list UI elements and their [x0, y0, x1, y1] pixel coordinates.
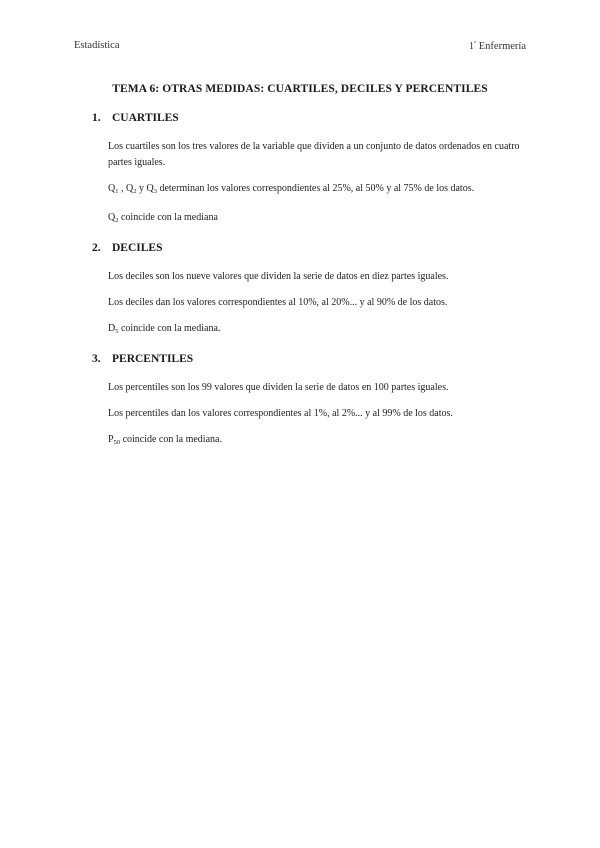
section-percentiles	[92, 353, 522, 451]
section-deciles	[92, 242, 522, 340]
paragraph: $P_{50}$ coincide con la mediana.	[108, 434, 222, 446]
document-body	[92, 112, 522, 451]
paragraph: Los percentiles dan los valores correspondientes al 1%, al 2%... y al 99% de los datos.	[108, 408, 453, 419]
section-number: 3.	[92, 353, 101, 365]
header-course: $1^º$ Enfermería	[468, 40, 526, 52]
section-heading	[92, 353, 522, 369]
document-title: TEMA 6: OTRAS MEDIDAS: CUARTILES, DECILES Y PERCENTILES	[112, 83, 488, 95]
section-number: 1.	[92, 112, 101, 124]
paragraph: $Q_2$ coincide con la mediana	[108, 212, 218, 224]
section-cuartiles	[92, 112, 522, 229]
section-heading	[92, 112, 522, 128]
paragraph: Los percentiles son los 99 valores que dividen la serie de datos en 100 partes iguales.	[108, 382, 449, 393]
paragraph: $D_5$ coincide con la mediana.	[108, 323, 221, 335]
section-title: PERCENTILES	[112, 353, 194, 365]
section-title: DECILES	[112, 242, 163, 254]
paragraph: Los cuartiles son los tres valores de la variable que dividen a un conjunto de datos ordenados en cuatro partes iguales.	[108, 141, 520, 168]
page-header	[74, 40, 526, 52]
header-subject: Estadística	[74, 40, 120, 51]
section-heading	[92, 242, 522, 258]
paragraph: Los deciles son los nueve valores que dividen la serie de datos en diez partes iguales.	[108, 271, 449, 282]
section-title: CUARTILES	[112, 112, 179, 124]
section-number: 2.	[92, 242, 101, 254]
paragraph: Los deciles dan los valores correspondientes al 10%, al 20%... y al 90% de los datos.	[108, 297, 448, 308]
paragraph: $Q_1$ , $Q_2$ y $Q_3$ determinan los valores correspondientes al 25%, al 50% y al 75% de los datos.	[108, 183, 475, 195]
